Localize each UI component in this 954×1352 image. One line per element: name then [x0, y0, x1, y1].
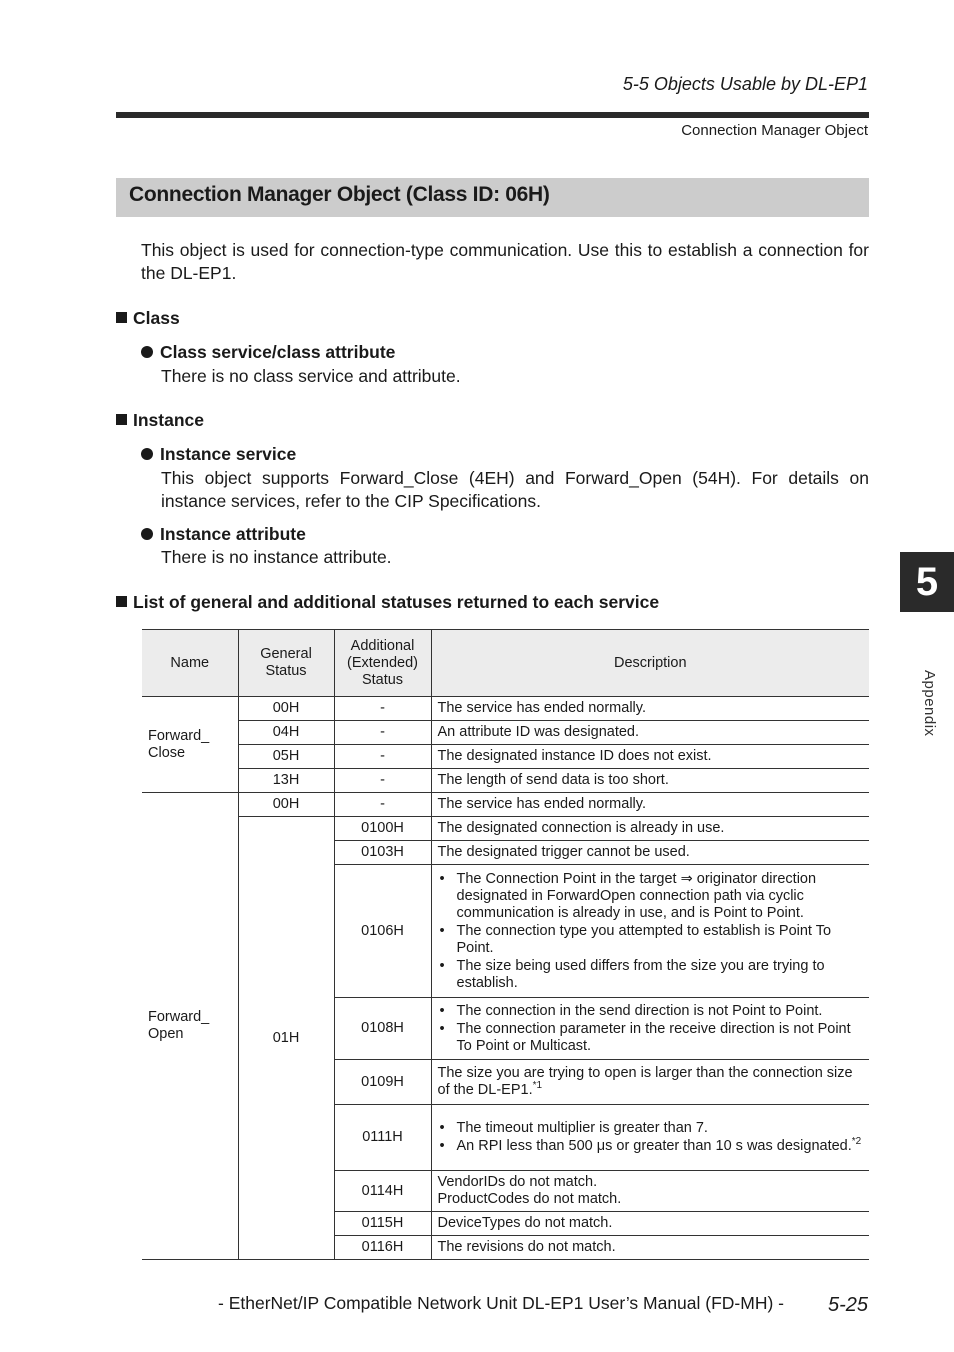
description-cell: The service has ended normally.: [431, 697, 869, 721]
square-bullet-icon: [116, 596, 127, 607]
instance-attribute-heading: Instance attribute: [141, 524, 306, 545]
additional-status-cell: -: [334, 769, 431, 793]
additional-status-cell: -: [334, 793, 431, 817]
service-name-forward-close: Forward_ Close: [142, 697, 238, 793]
additional-status-cell: 0114H: [334, 1171, 431, 1212]
description-cell: [431, 998, 869, 1060]
list-item: • The connection in the send direction is not Point to Point.: [438, 1003, 864, 1020]
general-status-cell: 05H: [238, 745, 334, 769]
description-cell: An attribute ID was designated.: [431, 721, 869, 745]
header-section-title: 5-5 Objects Usable by DL-EP1: [622, 74, 868, 94]
footnote-ref: *1: [532, 1080, 543, 1092]
instance-service-heading: Instance service: [141, 444, 296, 465]
general-status-cell: 04H: [238, 721, 334, 745]
additional-status-cell: -: [334, 697, 431, 721]
additional-status-cell: 0111H: [334, 1105, 431, 1171]
chapter-label: Appendix: [921, 670, 938, 737]
instance-service-text: This object supports Forward_Close (4EH) and Forward_Open (54H). For details on instance services, refer to the CIP Specifications.: [161, 468, 869, 511]
additional-status-cell: 0108H: [334, 998, 431, 1060]
page-number: 5-25: [827, 1294, 868, 1316]
header-general-status: General Status: [238, 630, 334, 697]
list-item: • An RPI less than 500 μs or greater than 10 s was designated.$^{*2}$: [438, 1138, 864, 1155]
description-cell: VendorIDs do not match. ProductCodes do not match.: [431, 1171, 869, 1212]
page-title-bar: [116, 178, 869, 217]
status-list-heading: List of general and additional statuses returned to each service: [116, 592, 659, 613]
description-cell: [431, 865, 869, 998]
description-cell: The size you are trying to open is larger than the connection size of the DL-EP1.$^{*1}$: [431, 1060, 869, 1105]
description-cell: The designated trigger cannot be used.: [431, 841, 869, 865]
footnote-ref: *2: [851, 1136, 862, 1148]
description-cell: The revisions do not match.: [431, 1236, 869, 1260]
service-name-forward-open: Forward_ Open: [142, 793, 238, 1260]
intro-paragraph: This object is used for connection-type communication. Use this to establish a connection for the DL-EP1.: [141, 240, 869, 283]
circle-bullet-icon: [141, 448, 153, 460]
additional-status-cell: 0106H: [334, 865, 431, 998]
description-cell: DeviceTypes do not match.: [431, 1212, 869, 1236]
additional-status-cell: -: [334, 745, 431, 769]
general-status-cell: 00H: [238, 697, 334, 721]
footer-text: - EtherNet/IP Compatible Network Unit DL-EP1 User’s Manual (FD-MH) -: [218, 1293, 784, 1313]
general-status-cell: 00H: [238, 793, 334, 817]
header-description: Description: [431, 630, 869, 697]
additional-status-cell: 0100H: [334, 817, 431, 841]
header-additional-status: Additional (Extended) Status: [334, 630, 431, 697]
list-item: • The connection parameter in the receive direction is not Point To Point or Multicast.: [438, 1021, 864, 1055]
list-item: • The Connection Point in the target ⇒ originator direction designated in ForwardOpen connection path via cyclic communication is already in use, and is Point to Point.: [438, 871, 864, 922]
header-rule: [116, 112, 869, 118]
circle-bullet-icon: [141, 346, 153, 358]
table-header-row: [142, 630, 869, 697]
header-subtitle: Connection Manager Object: [681, 122, 868, 139]
additional-status-cell: -: [334, 721, 431, 745]
chapter-tab: 5: [900, 552, 954, 612]
header-name: Name: [142, 630, 238, 697]
additional-status-cell: 0109H: [334, 1060, 431, 1105]
page-title: Connection Manager Object (Class ID: 06H): [129, 183, 550, 206]
additional-status-cell: 0115H: [334, 1212, 431, 1236]
table-row: [142, 721, 869, 745]
square-bullet-icon: [116, 312, 127, 323]
class-service-heading: Class service/class attribute: [141, 342, 395, 363]
instance-attribute-text: There is no instance attribute.: [161, 547, 392, 567]
class-service-text: There is no class service and attribute.: [161, 366, 461, 386]
class-heading: Class: [116, 308, 180, 329]
description-cell: The service has ended normally.: [431, 793, 869, 817]
general-status-cell: 13H: [238, 769, 334, 793]
additional-status-cell: 0116H: [334, 1236, 431, 1260]
list-item: • The size being used differs from the size you are trying to establish.: [438, 958, 864, 992]
list-item: • The connection type you attempted to establish is Point To Point.: [438, 923, 864, 957]
instance-heading: Instance: [116, 410, 204, 431]
additional-status-cell: 0103H: [334, 841, 431, 865]
list-item: • The timeout multiplier is greater than 7.: [438, 1120, 864, 1137]
table-row: [142, 745, 869, 769]
status-table: [142, 629, 869, 1260]
description-cell: The designated connection is already in use.: [431, 817, 869, 841]
table-row: [142, 769, 869, 793]
description-cell: [431, 1105, 869, 1171]
table-row: [142, 793, 869, 817]
table-row: [142, 697, 869, 721]
table-row: [142, 817, 869, 841]
description-cell: The designated instance ID does not exist.: [431, 745, 869, 769]
description-cell: The length of send data is too short.: [431, 769, 869, 793]
circle-bullet-icon: [141, 528, 153, 540]
square-bullet-icon: [116, 414, 127, 425]
general-status-cell: 01H: [238, 817, 334, 1260]
